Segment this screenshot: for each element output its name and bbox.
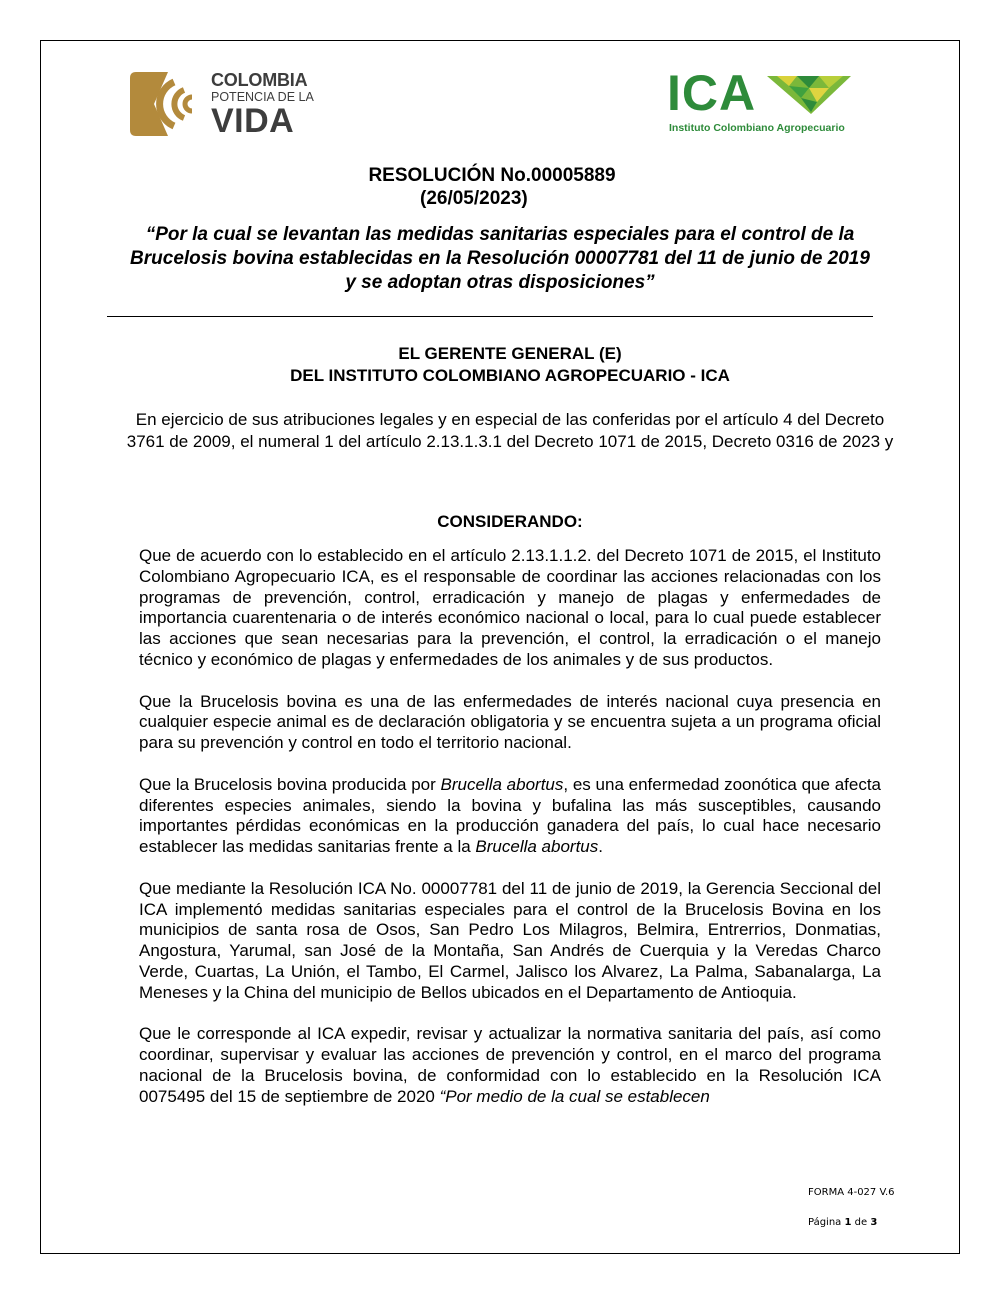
paragraph-3 — [139, 775, 881, 858]
colombia-potencia-de-la-vida-logo — [128, 70, 318, 138]
paragraph-3-part-1: Que la Brucelosis bovina producida por — [139, 774, 441, 794]
considerando-heading: CONSIDERANDO: — [437, 512, 583, 531]
paragraph-4: Que mediante la Resolución ICA No. 00007781 del 11 de junio de 2019, la Gerencia Seccional del ICA implementó medidas sanitarias especiales para el control de la Brucelosis Bovina en los municipios de santa rosa de Osos, San Pedro Los Milagros, Belmira, Entrerrios, Donmatias, Angostura, Yarumal, san José de la Montaña, San Andrés de Cuerquia y la Veredas Charco Verde, Cuartas, La Unión, el Tambo, El Carmel, Jalisco los Alvarez, La Palma, Sabanalarga, La Meneses y la China del municipio de Bellos ubicados en el Departamento de Antioquia. — [139, 878, 881, 1002]
species-name-1: Brucella abortus — [440, 774, 564, 794]
paragraph-3-part-2: , es una enfermedad zoonótica que afecta diferentes especies animales, siendo la bovina y bufalina las más susceptibles, causando importantes pérdidas económicas en la producción ganadera del país, lo cual hace necesario establecer las medidas sanitarias frente a la — [139, 774, 882, 857]
species-name-2: Brucella abortus — [475, 837, 599, 857]
page-total: 3 — [870, 1217, 878, 1228]
colombia-logo-mark — [128, 70, 200, 138]
resolution-number: RESOLUCIÓN No.00005889 — [368, 165, 616, 186]
authority-line-2: DEL INSTITUTO COLOMBIANO AGROPECUARIO - ICA — [290, 366, 730, 385]
ica-leaf-icon — [767, 74, 851, 114]
preamble-text: En ejercicio de sus atribuciones legales y en especial de las conferidas por el artículo 4 del Decreto 3761 de 2009, el numeral 1 del artículo 2.13.1.3.1 del Decreto 1071 de 2015, Decreto 0316 de 2023 y — [126, 410, 894, 451]
logo-potencia: POTENCIA DE LA — [211, 90, 314, 104]
paragraph-5 — [139, 1024, 881, 1107]
ica-logo-word: ICA — [667, 65, 757, 121]
logo-vida: VIDA — [211, 102, 295, 140]
paragraph-5-part-1: Que le corresponde al ICA expedir, revisar y actualizar la normativa sanitaria del país, así como coordinar, supervisar y evaluar las acciones de prevención y control, en el marco del programa nacional de la Brucelosis bovina, de conformidad con lo establecido en la Resolución ICA 0075495 del 15 de septiembre de 2020 — [139, 1024, 881, 1106]
page-label: Página — [808, 1217, 842, 1228]
page-current: 1 — [844, 1217, 852, 1228]
paragraph-5-quote: “Por medio de la cual se establecen — [439, 1086, 710, 1106]
colombia-logo-text — [211, 70, 314, 138]
page-of: de — [854, 1217, 868, 1228]
title-divider — [107, 316, 873, 317]
authority-heading — [10, 343, 1000, 387]
resolution-date: (26/05/2023) — [420, 188, 528, 209]
form-code: FORMA 4-027 V.6 — [808, 1187, 895, 1198]
paragraph-3-part-3: . — [598, 837, 603, 857]
logo-colombia: COLOMBIA — [211, 70, 308, 90]
authority-line-1: EL GERENTE GENERAL (E) — [398, 344, 622, 363]
resolution-subject: “Por la cual se levantan las medidas sanitarias especiales para el control de la Brucelosis bovina establecidas en la Resolución 00007781 del 11 de junio de 2019 y se adoptan otras disposiciones” — [130, 224, 870, 293]
page-number — [808, 1217, 877, 1228]
considerations-body — [139, 546, 881, 1128]
ica-logo — [667, 65, 857, 138]
paragraph-1: Que de acuerdo con lo establecido en el artículo 2.13.1.1.2. del Decreto 1071 de 2015, el Instituto Colombiano Agropecuario ICA, es el responsable de coordinar las acciones relacionadas con los programas de prevención, control, erradicación y manejo de plagas y enfermedades de importancia cuarentenaria o de interés económico nacional o local, para lo cual puede establecer las acciones que sean necesarias para la prevención, el control, la erradicación o el manejo técnico y económico de plagas y enfermedades de los animales y de sus productos. — [139, 546, 881, 669]
paragraph-2: Que la Brucelosis bovina es una de las enfermedades de interés nacional cuya presencia en cualquier especie animal es de declaración obligatoria y se encuentra sujeta a un programa oficial para su prevención y control en todo el territorio nacional. — [139, 691, 881, 753]
ica-logo-subtitle: Instituto Colombiano Agropecuario — [669, 122, 845, 134]
